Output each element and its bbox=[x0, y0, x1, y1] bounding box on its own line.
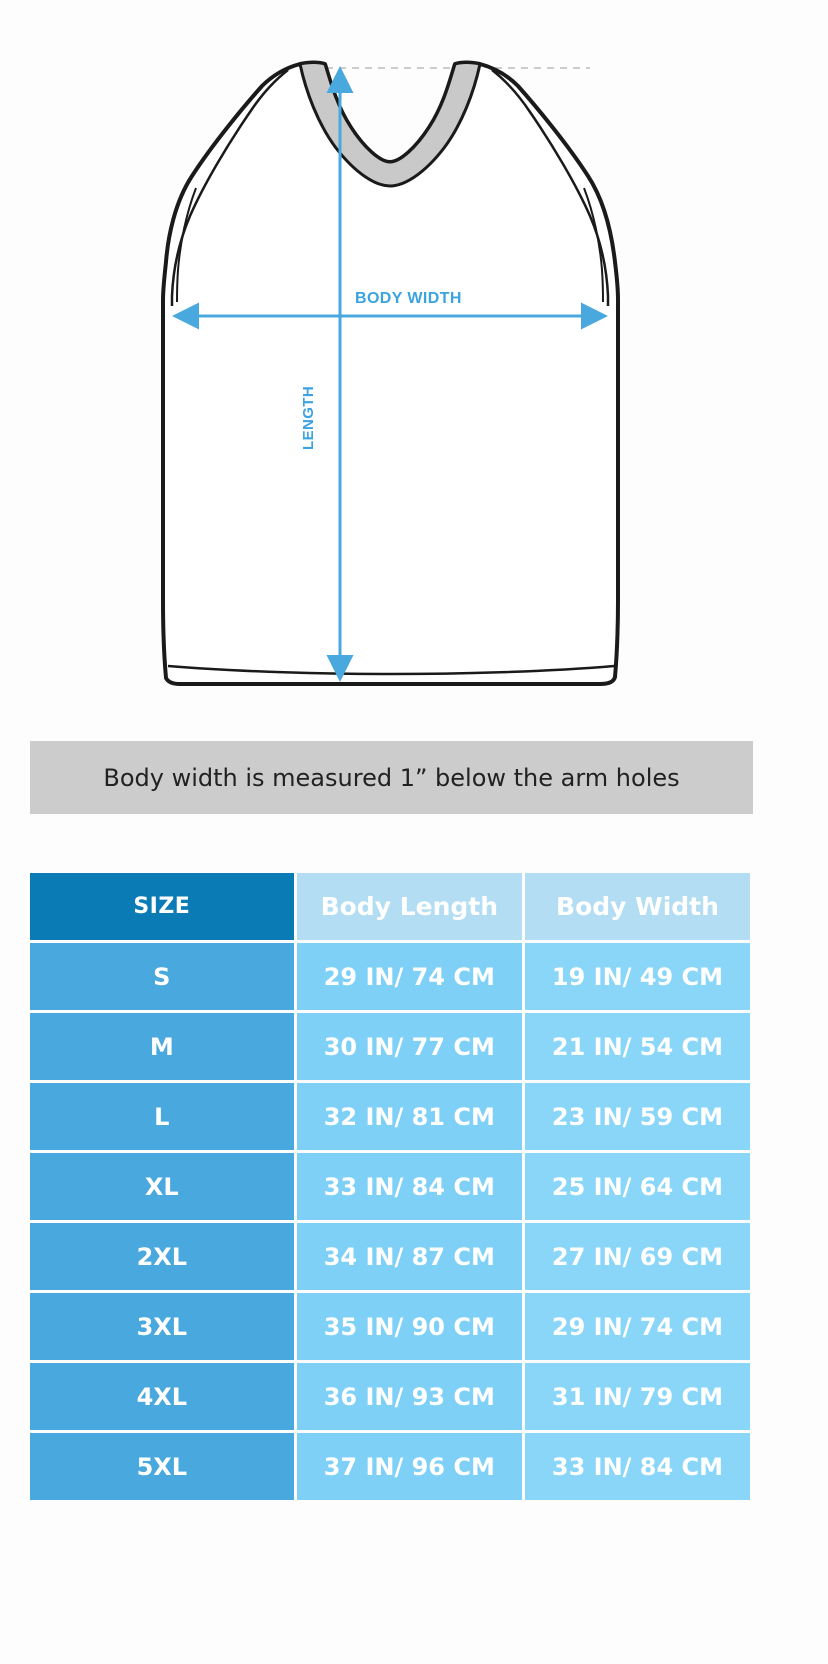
cell-size: XL bbox=[30, 1153, 294, 1220]
body-width-label: BODY WIDTH bbox=[355, 290, 462, 307]
table-row bbox=[30, 1153, 750, 1220]
table-row bbox=[30, 1013, 750, 1080]
cell-body-width: 33 IN/ 84 CM bbox=[525, 1433, 750, 1500]
table-body bbox=[30, 943, 750, 1500]
table-header bbox=[30, 873, 750, 940]
cell-size: M bbox=[30, 1013, 294, 1080]
cell-body-length: 30 IN/ 77 CM bbox=[297, 1013, 522, 1080]
cell-size: S bbox=[30, 943, 294, 1010]
cell-body-length: 32 IN/ 81 CM bbox=[297, 1083, 522, 1150]
table-row bbox=[30, 1293, 750, 1360]
column-header-size: SIZE bbox=[30, 873, 294, 940]
garment-illustration bbox=[0, 0, 828, 720]
table-row bbox=[30, 1433, 750, 1500]
size-chart-table bbox=[27, 870, 753, 1503]
cell-body-length: 29 IN/ 74 CM bbox=[297, 943, 522, 1010]
cell-size: L bbox=[30, 1083, 294, 1150]
cell-body-length: 37 IN/ 96 CM bbox=[297, 1433, 522, 1500]
column-header-body-length: Body Length bbox=[297, 873, 522, 940]
cell-body-length: 34 IN/ 87 CM bbox=[297, 1223, 522, 1290]
cell-body-length: 35 IN/ 90 CM bbox=[297, 1293, 522, 1360]
table-row bbox=[30, 1083, 750, 1150]
cell-body-width: 31 IN/ 79 CM bbox=[525, 1363, 750, 1430]
tank-body-outline bbox=[163, 63, 618, 685]
table-row bbox=[30, 1363, 750, 1430]
cell-size: 5XL bbox=[30, 1433, 294, 1500]
cell-body-width: 19 IN/ 49 CM bbox=[525, 943, 750, 1010]
table-row bbox=[30, 943, 750, 1010]
cell-body-width: 29 IN/ 74 CM bbox=[525, 1293, 750, 1360]
cell-body-width: 25 IN/ 64 CM bbox=[525, 1153, 750, 1220]
cell-size: 4XL bbox=[30, 1363, 294, 1430]
measurement-note-banner bbox=[30, 741, 753, 814]
cell-size: 3XL bbox=[30, 1293, 294, 1360]
table-row bbox=[30, 1223, 750, 1290]
cell-body-length: 36 IN/ 93 CM bbox=[297, 1363, 522, 1430]
column-header-body-width: Body Width bbox=[525, 873, 750, 940]
cell-body-width: 21 IN/ 54 CM bbox=[525, 1013, 750, 1080]
cell-size: 2XL bbox=[30, 1223, 294, 1290]
measurement-note-text: Body width is measured 1” below the arm holes bbox=[103, 763, 680, 792]
cell-body-length: 33 IN/ 84 CM bbox=[297, 1153, 522, 1220]
cell-body-width: 27 IN/ 69 CM bbox=[525, 1223, 750, 1290]
length-label: LENGTH bbox=[300, 385, 317, 450]
tank-top-drawing bbox=[0, 0, 828, 720]
table-header-row bbox=[30, 873, 750, 940]
cell-body-width: 23 IN/ 59 CM bbox=[525, 1083, 750, 1150]
